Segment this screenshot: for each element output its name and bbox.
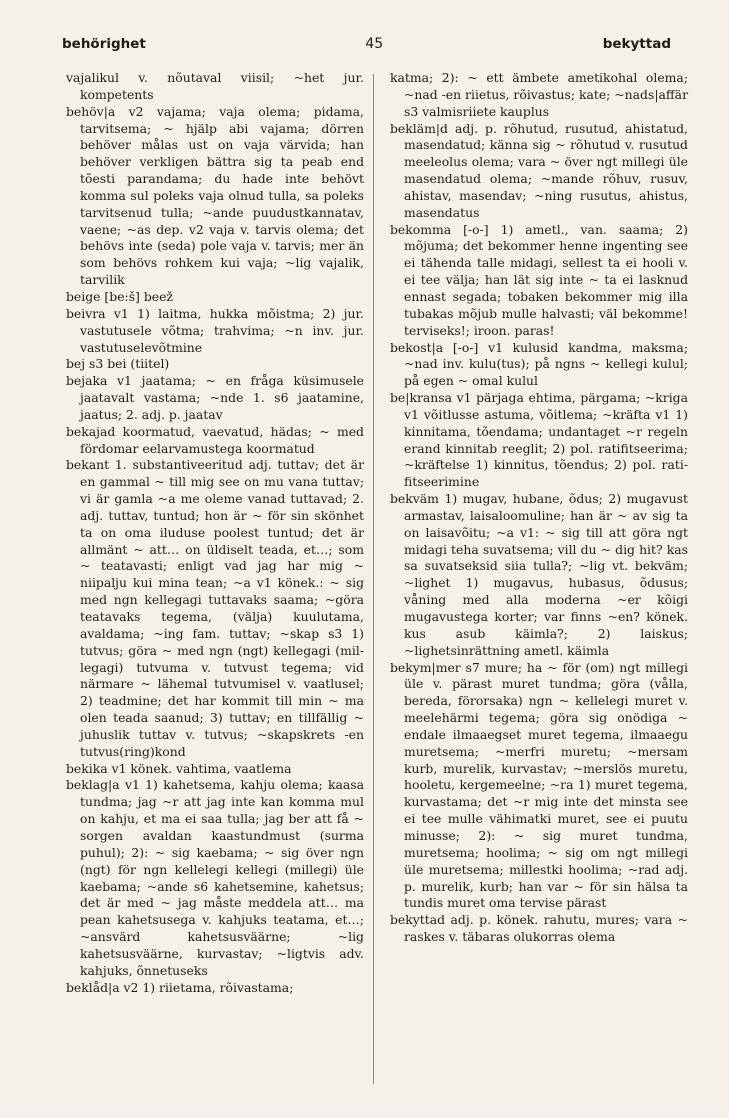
dictionary-entry: bekomma [-o-] 1) ametl., van. saama; 2) mõjuma; det bekommer henne ingenting see ei tähenda talle midagi, sellest ta ei hooli v. ei tee välja; han lät sig inte ~ ta ei lasknud ennast segada; tobaken bekommer mig illa tubakas mõjub mulle halvasti; väl bekomme! terviseks!; iroon. paras!	[390, 221, 688, 338]
dictionary-entry: bejaka v1 jaatama; ~ en fråga küsimusele jaatavalt vastama; ~nde 1. s6 jaatamine, jaatus; 2. adj. p. jaatav	[66, 373, 364, 422]
dictionary-entry: behöv|a v2 vajama; vaja olema; pidama, tarvitsema; ~ hjälp abi vajama; dörren behöver målas ust on vaja värvida; han behöver verkligen bättra sig ta peab end tõesti parandama; du hade inte behövt komma sul poleks vaja olnud tulla, sa poleks tarvitsenud tulla; ~ande puudustkannatav, vaene; ~as dep. v2 vaja v. tarvis olema; det behövs inte (seda) pole vaja v. tarvis; mer än som behövs rohkem kui vaja; ~lig vajalik, tarvilik	[66, 103, 364, 288]
dictionary-entry: bekväm 1) mugav, hubane, õdus; 2) mugavust armastav, laisaloomuline; han är ~ av sig ta on laisavõitu; ~a v1: ~ sig till att göra ngt midagi teha suvatsema; vill du ~ dig hit? kas sa suvatseksid siia tulla?; ~lig vt. bekväm; ~lighet 1) mugavus, hubasus, õdusus; våning med alla moderna ~er kõigi mugavustega korter; var finns ~en? könek. kus asub käimla?; 2) laiskus; ~lighetsinrättning ametl. käimla	[390, 491, 688, 658]
dictionary-entry: bekyttad adj. p. könek. rahutu, mures; vara ~ raskes v. täbaras olukorras olema	[390, 912, 688, 945]
dictionary-entry: katma; 2): ~ ett ämbete ametikohal olema; ~nad -en riietus, rõivastus; kate; ~nads|affär s3 valmisriiete kauplus	[390, 70, 688, 119]
dictionary-entry: vajalikul v. nõutaval viisil; ~het jur. kompetents	[66, 70, 364, 102]
left-running-headword: behörighet	[62, 36, 146, 52]
dictionary-entry: beklag|a v1 1) kahetsema, kahju olema; kaasa tundma; jag ~r att jag inte kan komma mul on kahju, et ma ei saa tulla; jag ber att få ~ sorgen avaldan kaastundmust (surma puhul); 2): ~ sig kaebama; ~ sig över ngn (ngt) för ngn kellelegi kellegi (millegi) üle kaebama; ~ande s6 kahetsemine, kahetsus; det är med ~ jag måste meddela att… ma pean kahetsusega v. kahjuks teatama, et…; ~ansvärd kahetsusväärne; ~lig kahetsusväärne, kurvastav; ~ligtvis adv. kahjuks, õnnetuseks	[66, 777, 364, 978]
dictionary-entry: bej s3 bei (tiitel)	[66, 356, 170, 372]
right-column	[390, 70, 688, 946]
dictionary-entry: be|kransa v1 pärjaga ehtima, pärgama; ~kriga v1 võitlusse astuma, võitlema; ~kräfta v1 1) kinnitama, tõendama; undantaget ~r regeln erand kinnitab reeglit; 2) pol. ratifitseerima; ~kräftelse 1) kinnitus, tõendus; 2) pol. ratifitseerimine	[390, 390, 688, 490]
dictionary-entry: bekika v1 könek. vahtima, vaatlema	[66, 760, 292, 776]
dictionary-entry: bekajad koormatud, vaevatud, hädas; ~ med fördomar eelarvamustega koormatud	[66, 423, 364, 456]
dictionary-entry: beklåd|a v2 1) riietama, rõivastama;	[66, 979, 294, 995]
dictionary-entry: beivra v1 1) laitma, hukka mõistma; 2) jur. vastutusele võtma; trahvima; ~n inv. jur. vastutuselevõtmine	[66, 305, 364, 355]
dictionary-entry: bekant 1. substantiveeritud adj. tuttav; det är en gammal ~ till mig see on mu vana tuttav; vi är gamla ~a me oleme vanad tuttavad; 2. adj. tuttav, tuntud; hon är ~ för sin skönhet ta on oma iluduse poolest tuntud; det är allmänt ~ att… on üldiselt teada, et…; som ~ teatavasti; enligt vad jag har mig ~ niipalju kui mina tean; ~a v1 könek.: ~ sig med ngn kellegagi tuttavaks saama; ~göra teatavaks tegema, (välja) kuulutama, avaldama; ~ing fam. tuttav; ~skap s3 1) tutvus; göra ~ med ngn (ngt) kellegagi (millegagi) tutvuma v. tutvust tegema; vid närmare ~ lähemal tutvumisel v. vaatlusel; 2) teadmine; det har kommit till min ~ ma olen teada saanud; 3) tuttav; en tillfällig ~ juhuslik tuttav v. tutvus; ~skapskrets -en tutvus(ring)kond	[66, 457, 364, 759]
right-running-headword: bekyttad	[602, 36, 671, 52]
dictionary-entry: bekläm|d adj. p. rõhutud, rusutud, ahistatud, masendatud; känna sig ~ rõhutud v. rusutud meeleolus olema; vara ~ över ngt millegi üle masendatud olema; ~mande rõhuv, rusuv, ahistav, masendav; ~ning rusutus, ahistus, masendatus	[390, 120, 688, 220]
dictionary-entry: beige [be:š] beež	[66, 288, 173, 304]
running-header	[62, 36, 671, 58]
dictionary-entry: bekost|a [-o-] v1 kulusid kandma, maksma; ~nad inv. kulu(tus); på ngns ~ kellegi kulul; på egen ~ omal kulul	[390, 339, 688, 389]
column-divider	[373, 74, 374, 1084]
left-column	[66, 70, 364, 996]
page-number: 45	[365, 36, 384, 52]
dictionary-entry: bekym|mer s7 mure; ha ~ för (om) ngt millegi üle v. pärast muret tundma; göra (vålla, bereda, förorsaka) ngn ~ kellelegi muret v. meelehärmi tegema; göra sig onödiga ~ endale ilmaaegset muret tegema, ilmaaegu muretsema; ~merfri muretu; ~mersam kurb, murelik, kurvastav; ~merslös muretu, hooletu, kergemeelne; ~ra 1) muret tegema, kurvastama; det ~r mig inte det minsta see ei tee mulle vähimatki muret, see ei puutu minusse; 2): ~ sig muret tundma, muretsema; hoolima; ~ sig om ngt millegi üle muretsema; millestki hoolima; ~rad adj. p. murelik, kurb; han var ~ för sin hälsa ta tundis muret oma tervise pärast	[390, 659, 688, 911]
